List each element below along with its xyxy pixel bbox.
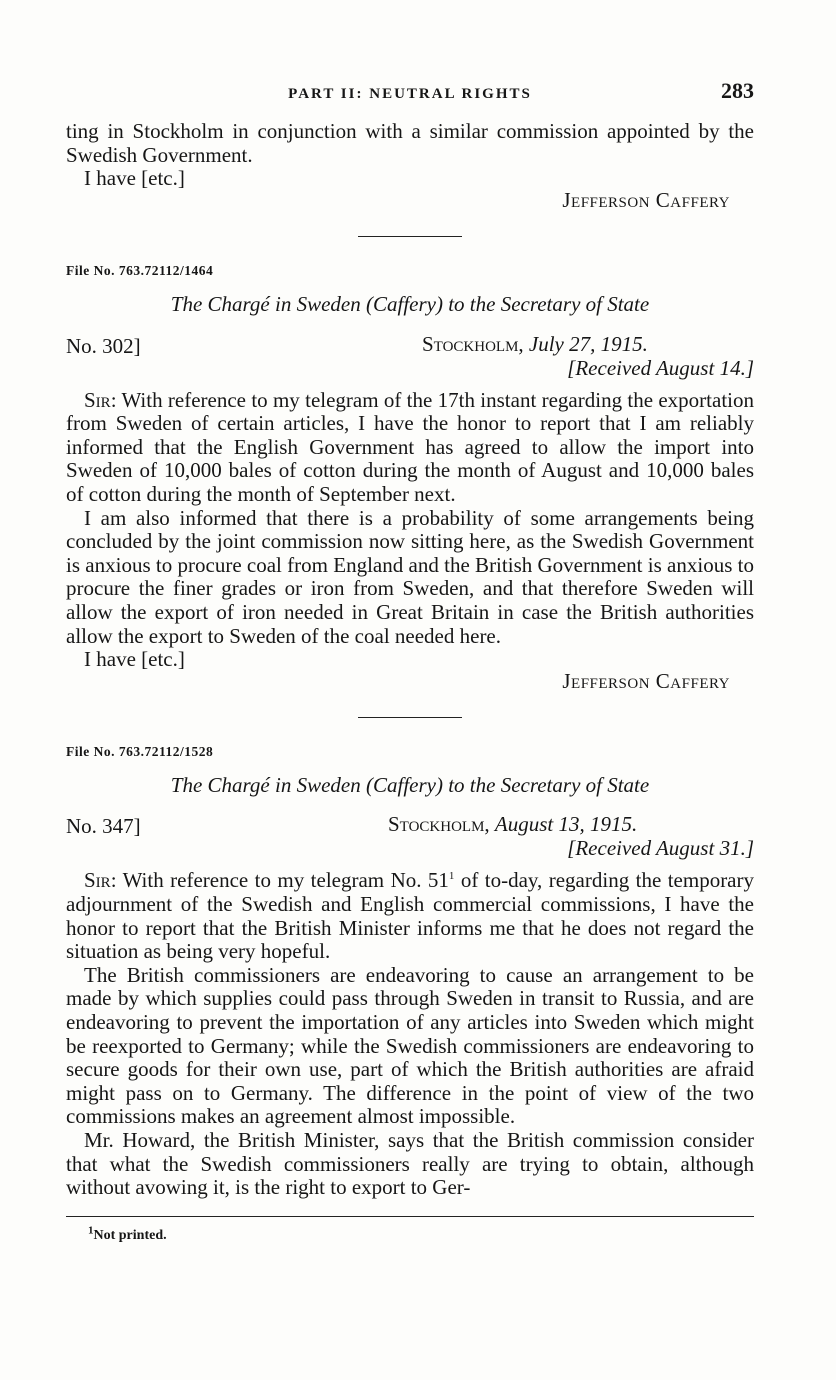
footnote-text: Not printed. xyxy=(93,1228,167,1243)
page-header xyxy=(66,78,754,110)
paragraph: Mr. Howard, the British Minister, says that the British commission consider that what the Swedish commissioners really are trying to obtain, although without avowing it, is the right to export to Ger- xyxy=(66,1128,754,1200)
page-body xyxy=(66,120,754,1200)
place-date xyxy=(388,813,637,837)
page-number: 283 xyxy=(721,78,754,103)
date: July 27, 1915. xyxy=(528,331,648,356)
section-divider xyxy=(358,717,462,718)
closing-line: I have [etc.] xyxy=(84,647,185,672)
document-heading xyxy=(66,813,754,861)
salutation: Sir xyxy=(84,868,111,893)
closing-line: I have [etc.] xyxy=(84,166,185,191)
file-number: File No. 763.72112/1528 xyxy=(66,744,214,760)
received-date: [Received August 31.] xyxy=(567,836,754,861)
document-title: The Chargé in Sweden (Caffery) to the Secretary of State xyxy=(170,772,650,797)
document-number: No. 302] xyxy=(66,333,141,358)
place-date xyxy=(422,333,648,357)
section-divider xyxy=(358,236,462,237)
paragraph: I am also informed that there is a probability of some arrangements being concluded by the joint commission now sitting here, as the Swedish Government is anxious to procure coal from England and the British Government is anxious to procure the finer grades or iron from Sweden, and that therefore Sweden will allow the export of iron needed in Great Britain in case the British authorities allow the export to Sweden of the coal needed here. xyxy=(66,505,754,648)
file-number: File No. 763.72112/1464 xyxy=(66,263,214,279)
continuation-paragraph: ting in Stockholm in conjunction with a similar commission appointed by the Swedish Government. xyxy=(66,119,754,167)
footnote-reference: 1 xyxy=(448,870,455,883)
paragraph-text: : With reference to my telegram No. 51 xyxy=(110,868,449,893)
paragraph xyxy=(66,389,754,507)
received-date: [Received August 14.] xyxy=(567,355,754,380)
document-heading xyxy=(66,333,754,381)
paragraph: The British commissioners are endeavoring to cause an arrangement to be made by which supplies could pass through Sweden in transit to Russia, and are endeavoring to prevent the importation of any articles into Sweden which might be reexported to Germany; while the Swedish commissioners are endeavoring to secure goods for their own use, part of which the British authorities are afraid might pass on to Germany. The difference in the point of view of the two commissions makes an agreement almost impossible. xyxy=(66,962,754,1129)
document-title: The Chargé in Sweden (Caffery) to the Secretary of State xyxy=(170,291,650,316)
running-head: PART II: NEUTRAL RIGHTS xyxy=(288,86,532,102)
footnote-mark: 1 xyxy=(88,1224,94,1237)
place: Stockholm, xyxy=(388,812,490,837)
signature: Jefferson Caffery xyxy=(562,187,730,212)
place: Stockholm, xyxy=(422,331,524,356)
paragraph xyxy=(66,869,754,963)
document-302 xyxy=(66,259,754,693)
document-number: No. 347] xyxy=(66,814,141,839)
footnote-divider xyxy=(66,1216,754,1217)
paragraph-text: of to-day, regarding the temporary adjournment of the Swedish and English commercial commissions, I have the honor to report that the British Minister informs me that he does not regard the situation as being very hopeful. xyxy=(66,868,754,964)
date: August 13, 1915. xyxy=(494,812,638,837)
paragraph-text: : With reference to my telegram of the 17th instant regarding the exportation from Sweden of certain articles, I have the honor to report that I am reliably informed that the English Government has agreed to allow the import into Sweden of 10,000 bales of cotton during the month of August and 10,000 bales of cotton during the month of September next. xyxy=(66,387,754,506)
footnote xyxy=(88,1224,167,1244)
document-347 xyxy=(66,740,754,1200)
salutation: Sir xyxy=(84,387,111,412)
signature: Jefferson Caffery xyxy=(562,668,730,693)
